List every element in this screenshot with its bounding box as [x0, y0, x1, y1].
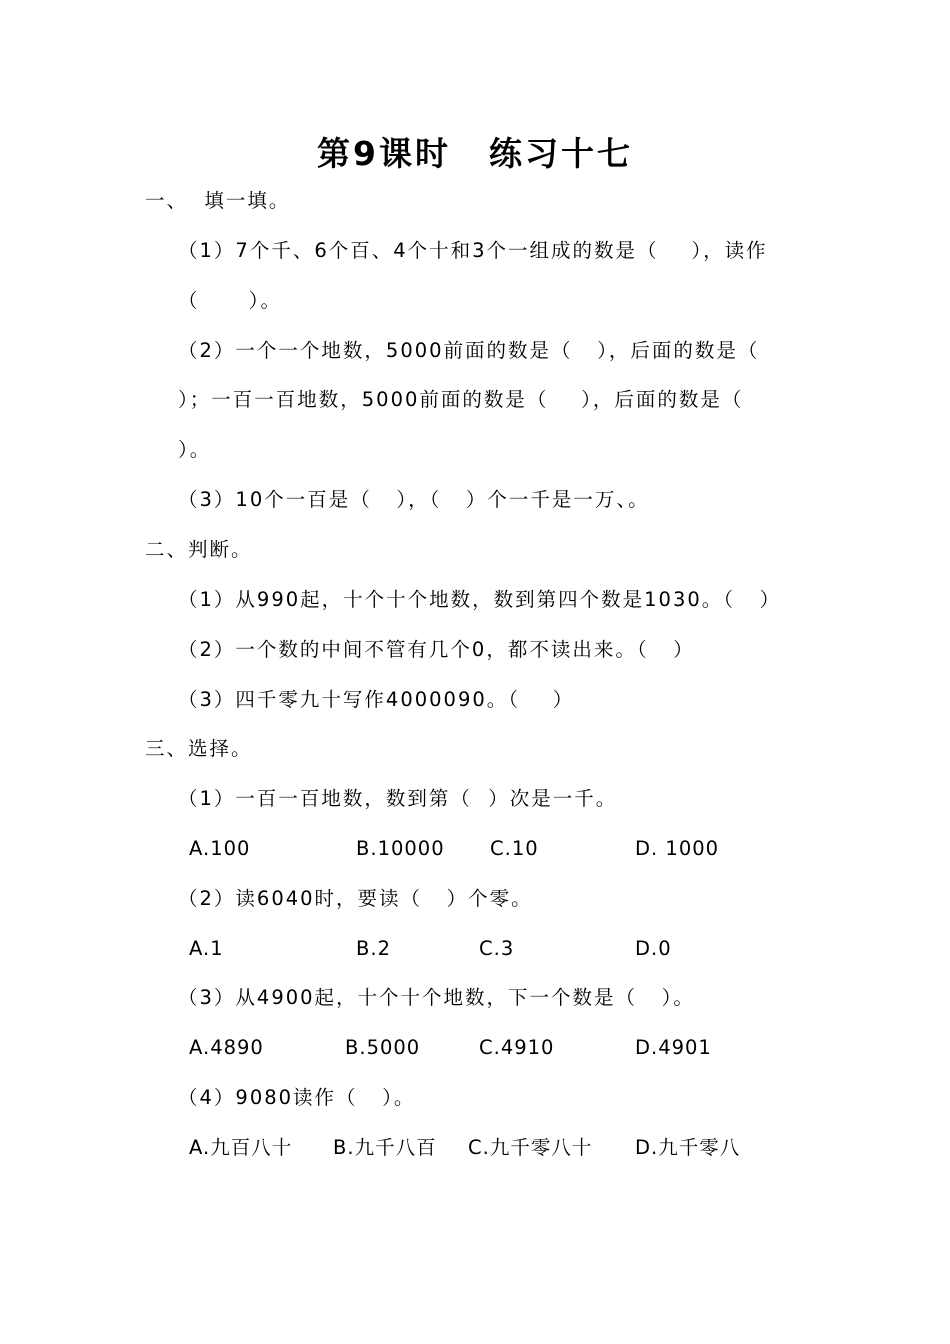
lesson-name: 练习十七	[488, 134, 633, 173]
s3-q2-option-b: B.2	[356, 937, 391, 960]
s3-q1-option-b: B.10000	[356, 837, 445, 860]
s3-q4-option-a: A.九百八十	[189, 1136, 293, 1159]
s3-q4-option-c: C.九千零八十	[468, 1136, 593, 1159]
s2-q2: （2）一个数的中间不管有几个0，都不读出来。（ ）	[178, 638, 695, 661]
s3-q4-option-b: B.九千八百	[333, 1136, 437, 1159]
section-3-heading: 三、选择。	[145, 737, 253, 760]
s3-q4-stem: （4）9080读作（ ）。	[178, 1086, 416, 1109]
s3-q3-option-a: A.4890	[189, 1036, 264, 1059]
s1-q1-line2: （ ）。	[178, 289, 282, 312]
s3-q2-option-a: A.1	[189, 937, 224, 960]
s3-q1-option-a: A.100	[189, 837, 251, 860]
section-1-heading: 一、 填一填。	[145, 189, 291, 212]
lesson-number: 第9课时	[317, 134, 451, 173]
s3-q4-option-d: D.九千零八	[635, 1136, 741, 1159]
s3-q1-option-c: C.10	[490, 837, 539, 860]
s3-q2-stem: （2）读6040时，要读（ ）个零。	[178, 887, 533, 910]
section-2-heading: 二、判断。	[145, 538, 253, 561]
page-title	[0, 128, 950, 175]
s1-q1-line1: （1）7个千、6个百、4个十和3个一组成的数是（ ），读作	[178, 239, 768, 262]
s3-q3-stem: （3）从4900起，十个十个地数，下一个数是（ ）。	[178, 986, 695, 1009]
s3-q1-stem: （1）一百一百地数，数到第（ ）次是一千。	[178, 787, 618, 810]
s3-q1-option-d: D. 1000	[635, 837, 720, 860]
s1-q3: （3）10个一百是（ ），（ ）个一千是一万、。	[178, 488, 650, 511]
s3-q3-option-d: D.4901	[635, 1036, 712, 1059]
s3-q3-option-b: B.5000	[345, 1036, 421, 1059]
s2-q1: （1）从990起，十个十个地数，数到第四个数是1030。（ ）	[178, 588, 782, 611]
s1-q2-line3: ）。	[178, 438, 212, 461]
s3-q2-option-c: C.3	[479, 937, 515, 960]
s1-q2-line1: （2）一个一个地数，5000前面的数是（ ），后面的数是（	[178, 339, 760, 362]
s1-q2-line2: ）；一百一百地数，5000前面的数是（ ），后面的数是（	[178, 388, 744, 411]
s3-q3-option-c: C.4910	[479, 1036, 555, 1059]
s3-q2-option-d: D.0	[635, 937, 672, 960]
s2-q3: （3）四千零九十写作4000090。（ ）	[178, 688, 575, 711]
